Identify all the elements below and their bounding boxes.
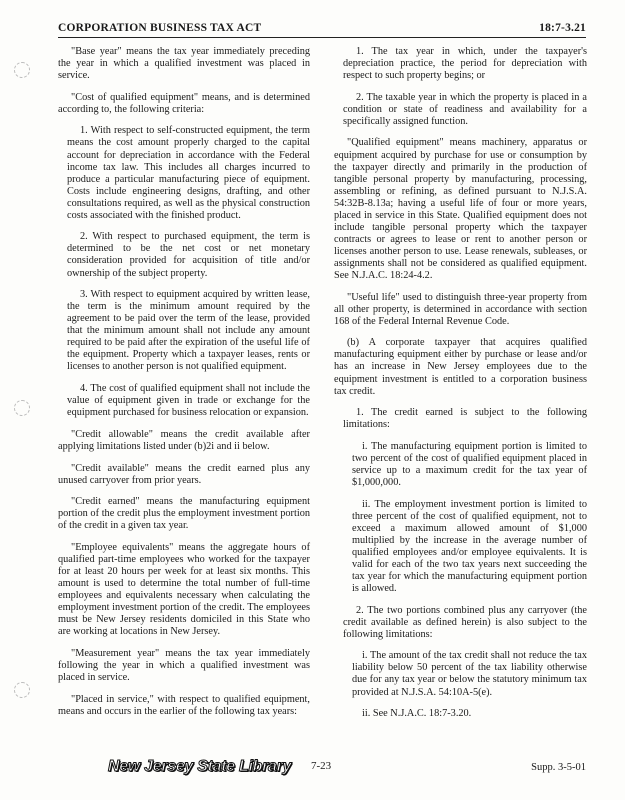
binder-hole-mark [14, 400, 30, 416]
paragraph: 2. With respect to purchased equipment, the term is determined to be the net cost or net monetary consideration provided for acquisition of title and/or ownership of the subject property. [67, 231, 310, 279]
paragraph: i. The amount of the tax credit shall not reduce the tax liability below 50 percent of the tax liability otherwise due for any tax year or below the statutory minimum tax provided at N.J.S.A. 54:10A-5(e). [352, 650, 587, 698]
paragraph: 1. The tax year in which, under the taxpayer's depreciation practice, the period for depreciation with respect to such property begins; or [343, 46, 587, 82]
paragraph: 1. The credit earned is subject to the following limitations: [343, 407, 587, 431]
paragraph: "Credit available" means the credit earned plus any unused carryover from prior years. [58, 462, 310, 486]
binder-hole-mark [14, 682, 30, 698]
paragraph: i. The manufacturing equipment portion is limited to two percent of the cost of qualified equipment placed in service up to a maximum credit for the tax year of $1,000,000. [352, 440, 587, 489]
paragraph: "Cost of qualified equipment" means, and is determined according to, the following criteria: [58, 91, 310, 115]
paragraph: 3. With respect to equipment acquired by written lease, the term is the minimum amount required by the agreement to be paid over the term of the lease, provided that the minimum amount shall not include any amount required to be paid after the expiration of the useful life of the equipment. Property which a taxpayer leases, rents or licenses to another person is not qualified equipment. [67, 289, 310, 373]
paragraph: ii. See N.J.A.C. 18:7-3.20. [362, 708, 472, 720]
paragraph: "Credit allowable" means the credit available after applying limitations listed under (b)2i and ii below. [58, 428, 310, 452]
paragraph: "Base year" means the tax year immediately preceding the year in which a qualified investment was placed in service. [58, 46, 310, 82]
paragraph: 2. The taxable year in which the property is placed in a condition or state of readiness and availability for a specifically assigned function. [343, 91, 587, 127]
paragraph: 2. The two portions combined plus any carryover (the credit available as defined herein) is also subject to the following limitations: [343, 604, 587, 640]
paragraph: 1. With respect to self-constructed equipment, the term means the cost amount properly charged to the capital account for depreciation in accordance with the Federal income tax law. This includes all charges incurred to produce a particular manufacturing piece of equipment. Costs include engineering designs, drafting, and other consultations required, as well as the physical construction costs associated with the finished product. [67, 125, 310, 221]
paragraph: "Qualified equipment" means machinery, apparatus or equipment acquired by purchase for use or consumption by the taxpayer directly and primarily in the production of tangible personal property by manufacturing, processing, assembling or refining, as defined pursuant to N.J.S.A. 54:32B-8.13a; having a useful life of four or more years, placed in service in this State. Qualified equipment does not include tangible personal property which the taxpayer contracts or agrees to lease or rent to another person or licenses another person to use. Lease renewals, subleases, or assignments shall not be considered as qualified equipment. See N.J.A.C. 18:24-4.2. [334, 137, 587, 281]
header-title: CORPORATION BUSINESS TAX ACT [58, 22, 262, 34]
running-header [58, 22, 586, 34]
header-rule [58, 37, 586, 38]
paragraph: "Measurement year" means the tax year immediately following the year in which a qualified investment was placed in service. [58, 647, 310, 683]
paragraph: "Useful life" used to distinguish three-year property from all other property, is determined in accordance with section 168 of the Federal Internal Revenue Code. [334, 291, 587, 327]
library-logo: New Jersey State Library [108, 758, 292, 775]
binder-hole-mark [14, 62, 30, 78]
paragraph: "Placed in service," with respect to qualified equipment, means and occurs in the earlier of the following tax years: [58, 693, 310, 717]
page-footer [58, 758, 586, 778]
paragraph: (b) A corporate taxpayer that acquires qualified manufacturing equipment either by purchase or lease and/or has an increase in New Jersey employees due to the equipment investment is entitled to a corporation business tax credit. [334, 337, 587, 397]
right-column [334, 46, 587, 730]
header-section: 18:7-3.21 [539, 22, 586, 34]
paragraph: ii. The employment investment portion is limited to three percent of the cost of qualified equipment, not to exceed a maximum allowed amount of $1,000 multiplied by the increase in the average number of qualified employees and/or employee equivalents. It is valid for each of the two tax years next succeeding the tax year for which the manufacturing equipment portion is allowed. [352, 498, 587, 594]
paragraph: "Employee equivalents" means the aggregate hours of qualified part-time employees who worked for the taxpayer for at least 20 hours per week for at least six months. This amount is used to determine the total number of full-time employees and equivalents necessary when calculating the employment investment portion of the credit. The employees must be New Jersey residents domiciled in this State who are working at locations in New Jersey. [58, 541, 310, 638]
supplement-date: Supp. 3-5-01 [531, 762, 586, 773]
paragraph: 4. The cost of qualified equipment shall not include the value of equipment given in trade or exchange for the equipment purchased for business relocation or expansion. [67, 383, 310, 419]
paragraph: "Credit earned" means the manufacturing equipment portion of the credit plus the employment investment portion of the credit in a given tax year. [58, 496, 310, 532]
page-number: 7-23 [311, 760, 332, 772]
left-column [58, 46, 310, 727]
